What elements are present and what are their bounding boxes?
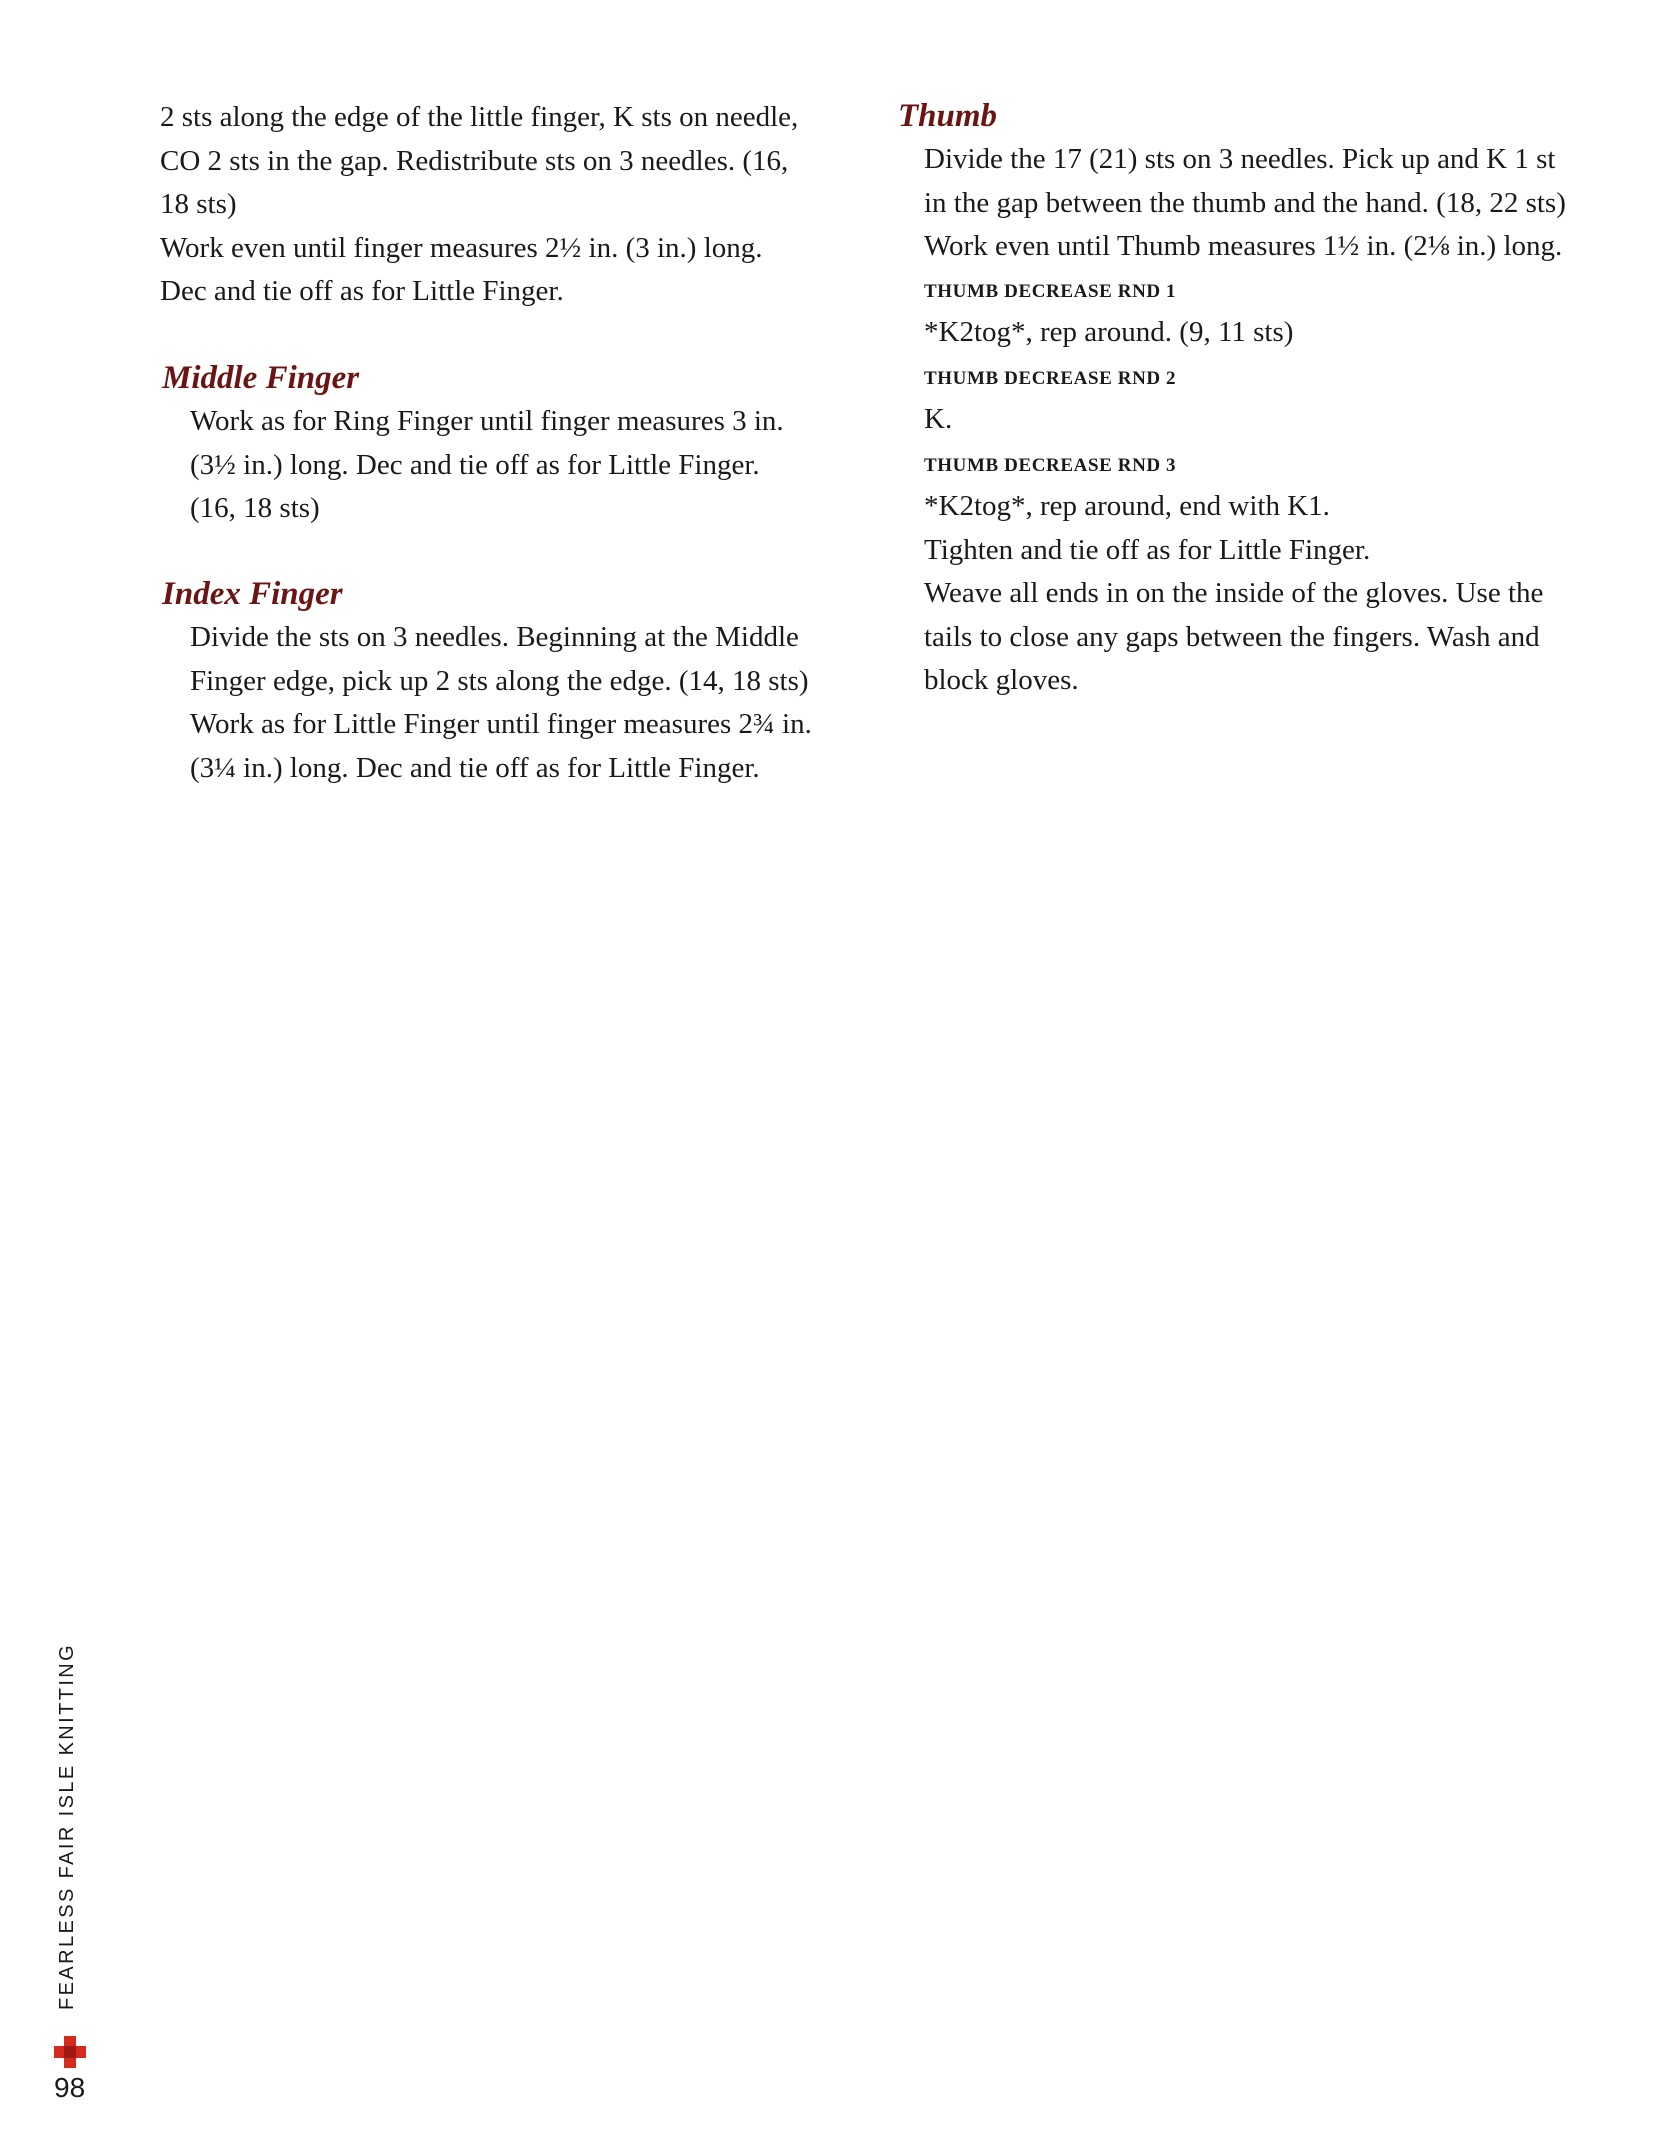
thumb-decrease-rnd1-text: *K2tog*, rep around. (9, 11 sts) (924, 316, 1294, 348)
thumb-decrease-rnd2-text: K. (924, 403, 953, 435)
text-line: Work even until Thumb measures 1½ in. (2⅛ in.) long. (924, 230, 1563, 262)
thumb-decrease-rnd2-label: THUMB DECREASE RND 2 (924, 368, 1177, 389)
index-finger-heading: Index Finger (162, 576, 343, 612)
text-line: Tighten and tie off as for Little Finger. (924, 533, 1371, 566)
text-line: Finger edge, pick up 2 sts along the edge. (14, 18 sts) (190, 664, 809, 697)
text-line: Divide the 17 (21) sts on 3 needles. Pick up and K 1 st (924, 143, 1556, 175)
text-line: Work as for Little Finger until finger measures 2¾ in. (190, 708, 812, 740)
thumb-paragraph (924, 138, 1566, 269)
text-line: Dec and tie off as for Little Finger. (160, 275, 564, 307)
middle-finger-paragraph (190, 400, 784, 531)
thumb-decrease-rnd3-paragraph (924, 485, 1543, 703)
continued-paragraph (160, 96, 798, 314)
thumb-decrease-rnd3-label: THUMB DECREASE RND 3 (924, 455, 1177, 476)
page-number: 98 (54, 2072, 86, 2103)
red-cross-icon (52, 2034, 88, 2070)
text-line: block gloves. (924, 664, 1079, 696)
middle-finger-heading: Middle Finger (162, 360, 360, 396)
text-line: Divide the sts on 3 needles. Beginning at the Middle (190, 621, 799, 653)
text-line: in the gap between the thumb and the hand. (18, 22 sts) (924, 186, 1566, 219)
index-finger-paragraph (190, 616, 812, 790)
thumb-decrease-rnd1-label: THUMB DECREASE RND 1 (924, 281, 1177, 302)
text-line: (16, 18 sts) (190, 492, 320, 524)
text-line: 2 sts along the edge of the little finger, K sts on needle, (160, 101, 799, 133)
running-title: FEARLESS FAIR ISLE KNITTING (56, 1642, 78, 2010)
thumb-heading: Thumb (898, 98, 998, 134)
text-line: Work as for Ring Finger until finger measures 3 in. (190, 405, 784, 437)
text-line: (3½ in.) long. Dec and tie off as for Little Finger. (190, 448, 760, 481)
text-line: 18 sts) (160, 188, 237, 220)
text-line: (3¼ in.) long. Dec and tie off as for Little Finger. (190, 751, 760, 784)
text-line: *K2tog*, rep around, end with K1. (924, 490, 1330, 522)
text-line: tails to close any gaps between the fingers. Wash and (924, 620, 1540, 653)
text-line: Work even until finger measures 2½ in. (3 in.) long. (160, 231, 763, 264)
text-line: CO 2 sts in the gap. Redistribute sts on 3 needles. (16, (160, 144, 789, 177)
text-line: Weave all ends in on the inside of the gloves. Use the (924, 577, 1544, 609)
